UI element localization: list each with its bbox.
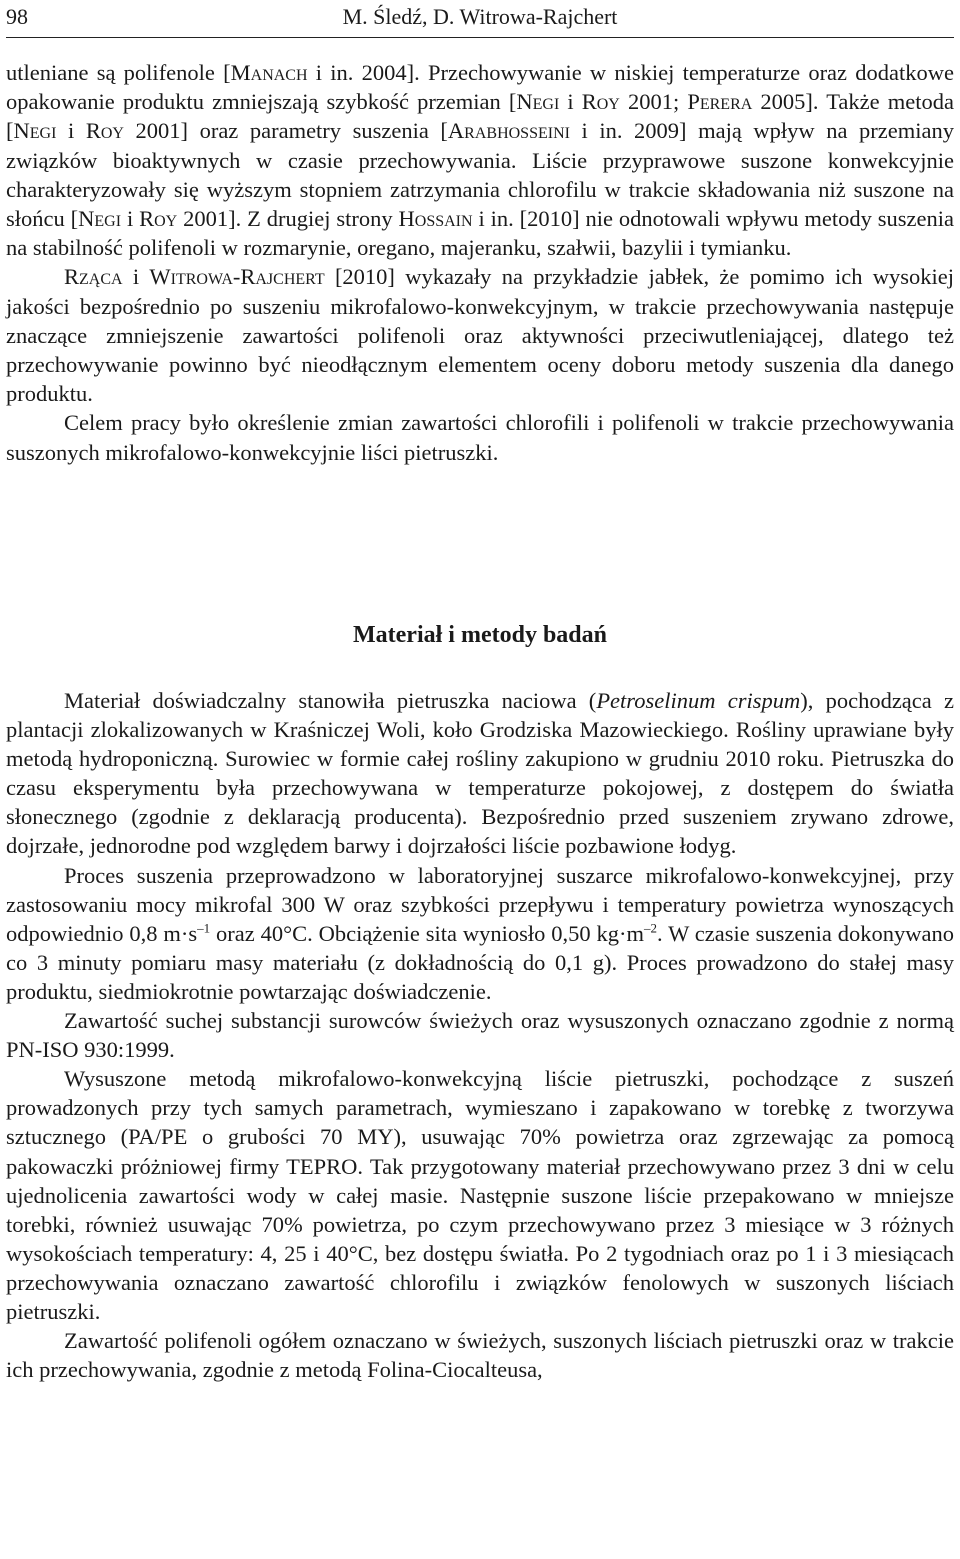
- text-run: ), pochodząca z plantacji zlokalizowanych w Kraśniczej Woli, koło Grodziska Mazowieckiego. Rośliny uprawiane były metodą hydroponiczną. Surowiec w formie całej rośliny zakupiono w grudniu 2010 roku. Pietruszka do czasu eksperymentu była przechowywana w temperaturze pokojowej, z dostępem do światła słonecznego (zgodnie z deklaracją producenta). Bezpośrednio przed suszeniem zrywano zdrowe, dojrzałe, jednorodne pod względem barwy i dojrzałości liście pozbawione łodyg.: [6, 688, 955, 859]
- paragraph: Zawartość polifenoli ogółem oznaczano w świeżych, suszonych liściach pietruszki oraz w trakcie ich przechowywania, zgodnie z metodą Folina-Ciocalteusa,: [6, 1328, 954, 1383]
- paragraph: [6, 686, 954, 861]
- superscript: –2: [643, 920, 657, 936]
- citation-author: Negi: [78, 206, 122, 232]
- citation-author: Roy: [85, 118, 124, 144]
- text-run: Materiał doświadczalny stanowiła pietruszka naciowa (: [64, 688, 597, 713]
- citation-author: Rząca: [64, 264, 123, 290]
- latin-name: Petroselinum crispum: [596, 688, 801, 713]
- citation-author: Witrowa-Rajchert: [149, 264, 325, 290]
- citation-author: Roy: [581, 89, 620, 115]
- paragraph: [6, 58, 954, 262]
- citation-author: Negi: [13, 118, 57, 144]
- text-run: i: [559, 89, 582, 115]
- text-run: utleniane są polifenole [: [6, 60, 231, 85]
- citation-author: Arabhosseini: [447, 118, 570, 144]
- text-run: 2005]. Także metoda [: [6, 89, 954, 144]
- section-heading: Materiał i metody badań: [353, 622, 607, 648]
- text-run: oraz 40°C. Obciążenie sita wyniosło 0,50 kg·m: [210, 920, 644, 946]
- text-run: 2001]. Z drugiej strony: [177, 206, 399, 232]
- running-header: [6, 0, 954, 38]
- superscript: –1: [197, 920, 211, 936]
- text-run: [2010] wykazały na przykładzie jabłek, że pomimo ich wysokiej jakości bezpośrednio po suszeniu mikrofalowo-konwekcyjnym, w trakcie przechowywania następuje znaczące zmniejszenie zawartości polifenoli oraz aktywności przeciwutleniającej, dlatego też przechowywanie powinno być nieodłącznym elementem oceny doboru metody suszenia dla danego produktu.: [6, 264, 954, 407]
- citation-author: Negi: [516, 89, 560, 115]
- text-run: i in. [2010] nie odnotowali wpływu metody suszenia na stabilność polifenoli w rozmarynie, oregano, majeranku, szałwii, bazylii i tymianku.: [6, 206, 954, 261]
- text-run: . W czasie suszenia dokonywano co 3 minuty pomiaru masy materiału (z dokładnością do 0,1 g). Proces prowadzono do stałej masy produktu, siedmiokrotnie powtarzając doświadczenie.: [6, 920, 954, 1004]
- page-number: 98: [6, 4, 28, 29]
- intro-text: [6, 58, 954, 467]
- text-run: 2001] oraz parametry suszenia [: [123, 118, 448, 144]
- text-run: i: [122, 264, 150, 290]
- citation-author: Roy: [139, 206, 178, 232]
- methods-text: [6, 686, 954, 1384]
- running-header-authors: M. Śledź, D. Witrowa-Rajchert: [342, 4, 618, 29]
- citation-author: Hossain: [398, 206, 473, 232]
- paragraph: Celem pracy było określenie zmian zawartości chlorofili i polifenoli w trakcie przechowywania suszonych mikrofalowo-konwekcyjnie liści pietruszki.: [6, 410, 954, 465]
- citation-author: Perera: [687, 89, 753, 115]
- text-run: i: [121, 206, 140, 232]
- paragraph: [6, 861, 954, 1006]
- text-run: i in. 2004]. Przechowywanie w niskiej temperaturze oraz dodatkowe opakowanie produktu zmniejszają szybkość przemian [: [6, 60, 954, 115]
- text-run: i: [56, 118, 86, 144]
- paragraph: Wysuszone metodą mikrofalowo-konwekcyjną liście pietruszki, pochodzące z suszeń prowadzonych przy tych samych parametrach, wymieszano i zapakowano w torebkę z tworzywa sztucznego (PA/PE o grubości 70 MY), usuwając 70% powietrza oraz zgrzewając za pomocą pakowaczki próżniowej firmy TEPRO. Tak przygotowany materiał przechowywano przez 3 dni w celu ujednolicenia zawartości wody w całej masie. Następnie suszone liście przepakowano w mniejsze torebki, również usuwając 70% powietrza, po czym przechowywano przez 3 miesiące w 3 różnych wysokościach temperatury: 4, 25 i 40°C, bez dostępu światła. Po 2 tygodniach oraz po 1 i 3 miesiącach przechowywania oznaczano zawartość chlorofilu i związków fenolowych w suszonych liściach pietruszki.: [6, 1066, 954, 1324]
- paragraph: [6, 262, 954, 408]
- paragraph: Zawartość suchej substancji surowców świeżych oraz wysuszonych oznaczano zgodnie z normą PN-ISO 930:1999.: [6, 1008, 954, 1063]
- citation-author: Manach: [230, 60, 308, 85]
- text-run: 2001;: [619, 89, 688, 115]
- text-run: Proces suszenia przeprowadzono w laboratoryjnej suszarce mikrofalowo-konwekcyjnej, przy zastosowaniu mocy mikrofal 300 W oraz szybkości przepływu i temperatury powietrza wynoszących odpowiednio 0,8 m·s: [6, 862, 954, 946]
- text-run: i in. 2009] mają wpływ na przemiany związków bioaktywnych w czasie przechowywania. Liście przyprawowe suszone konwekcyjnie charakteryzowały się wyższym stopniem zatrzymania chlorofilu w trakcie składowania niż suszone na słońcu [: [6, 118, 954, 232]
